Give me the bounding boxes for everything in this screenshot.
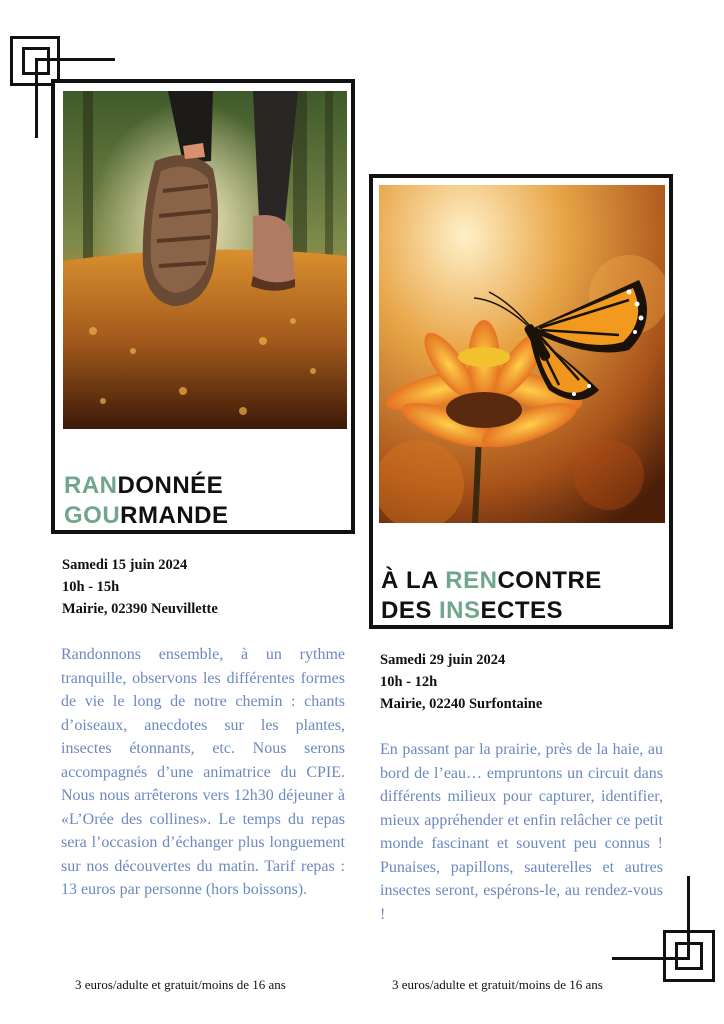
event-description-randonnee: Randonnons ensemble, à un rythme tranquille, observons les différentes formes de vie le long de notre chemin : chants d’oiseaux, anecdotes sur les plantes, insectes étonnants, etc. Nous serons accompagnés d’une animatrice du CPIE. Nous nous arrêterons vers 12h30 déjeuner à «L’Orée des collines». Le temps du repas sera l’occasion d’échanger plus longuement sur nos découvertes du matin. Tarif repas : 13 euros par personne (hors boissons). xyxy=(61,646,345,898)
event-title-insectes xyxy=(381,566,602,626)
event-price-insectes: 3 euros/adulte et gratuit/moins de 16 ans xyxy=(392,977,603,992)
title-rest: CONTRE xyxy=(497,567,602,594)
title-accent: REN xyxy=(445,567,498,594)
title-rest: RMANDE xyxy=(120,502,229,529)
ornament-line xyxy=(35,58,38,138)
event-place: Mairie, 02390 Neuvillette xyxy=(62,601,218,617)
event-card-insectes xyxy=(369,174,673,629)
title-line xyxy=(64,471,229,501)
event-card-randonnee xyxy=(51,79,355,534)
butterfly-flower-image xyxy=(379,185,665,523)
event-date: Samedi 15 juin 2024 xyxy=(62,557,188,573)
title-pre: DES xyxy=(381,597,440,624)
event-info-insectes xyxy=(380,649,542,715)
event-date: Samedi 29 juin 2024 xyxy=(380,652,506,668)
butterfly-photo xyxy=(379,185,665,523)
event-description-insectes: En passant par la prairie, près de la haie, au bord de l’eau… empruntons un circuit dans différents milieux pour capturer, identifier, mieux appréhender et enfin relâcher ce petit monde fascinant et souvent peu connus ! Punaises, papillons, sauterelles et autres insectes seront, espérons-le, au rendez-vous ! xyxy=(380,741,663,923)
ornament-line xyxy=(35,58,115,61)
title-line xyxy=(381,596,602,626)
title-accent: GOU xyxy=(64,502,121,529)
event-time: 10h - 12h xyxy=(380,674,438,690)
event-price-randonnee: 3 euros/adulte et gratuit/moins de 16 ans xyxy=(75,977,286,992)
hiking-boots-image xyxy=(63,91,347,429)
event-place: Mairie, 02240 Surfontaine xyxy=(380,696,543,712)
title-pre: À LA xyxy=(381,567,446,594)
event-info-randonnee xyxy=(62,554,218,620)
title-rest: ECTES xyxy=(480,597,564,624)
event-time: 10h - 15h xyxy=(62,579,120,595)
title-line xyxy=(64,501,229,531)
hiking-photo xyxy=(63,91,347,429)
title-rest: DONNÉE xyxy=(117,472,224,499)
ornament-square-inner xyxy=(675,942,703,970)
title-accent: RAN xyxy=(64,472,118,499)
title-accent: INS xyxy=(439,597,481,624)
title-line xyxy=(381,566,602,596)
event-title-randonnee xyxy=(64,471,229,531)
